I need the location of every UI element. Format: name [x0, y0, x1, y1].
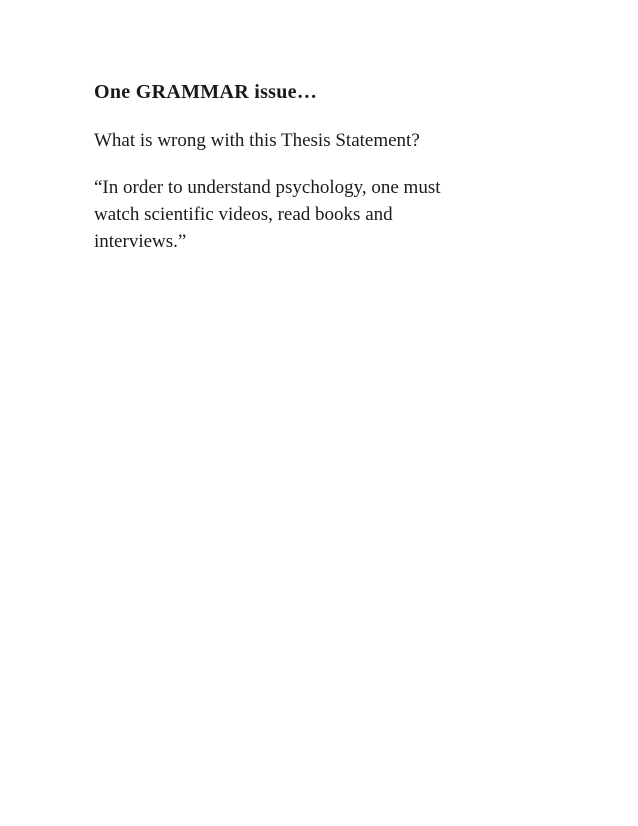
thesis-line: interviews.”	[94, 231, 187, 252]
question-text: What is wrong with this Thesis Statement?	[94, 130, 420, 151]
page-heading: One GRAMMAR issue…	[94, 81, 318, 103]
thesis-line: “In order to understand psychology, one must	[94, 177, 441, 198]
document-content	[94, 78, 564, 255]
thesis-line: watch scientific videos, read books and	[94, 204, 393, 225]
thesis-statement-quote	[94, 174, 564, 255]
